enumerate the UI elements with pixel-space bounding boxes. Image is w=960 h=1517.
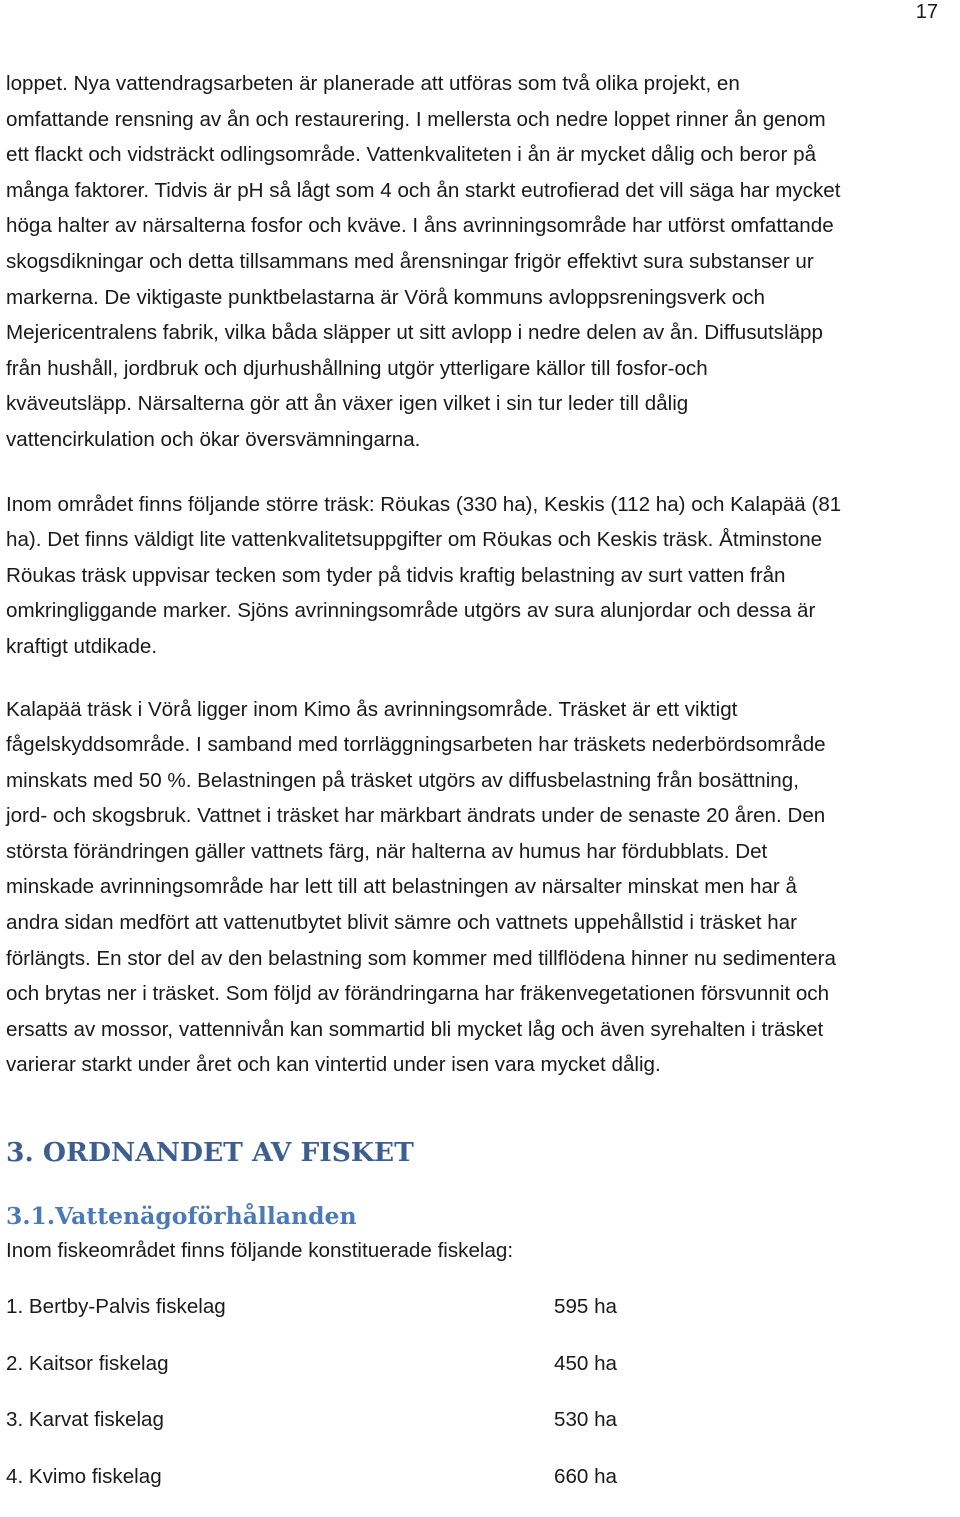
paragraph-kalapaa bbox=[6, 692, 956, 1084]
paragraph-lakes bbox=[6, 487, 956, 665]
text-line: markerna. De viktigaste punktbelastarna är Vörå kommuns avloppsreningsverk och bbox=[6, 285, 765, 309]
section-heading: 3. ORDNANDET AV FISKET bbox=[6, 1137, 414, 1168]
text-line: Mejericentralens fabrik, vilka båda släpper ut sitt avlopp i nedre delen av ån. Diffusutsläpp bbox=[6, 321, 823, 345]
document-body bbox=[6, 66, 956, 1489]
text-line: vattencirkulation och ökar översvämningarna. bbox=[6, 427, 421, 451]
text-line: fågelskyddsområde. I samband med torrläggningsarbeten har träskets nederbördsområde bbox=[6, 733, 826, 757]
text-line: Inom området finns följande större träsk: Röukas (330 ha), Keskis (112 ha) och Kalapää (81 bbox=[6, 492, 842, 516]
fiskelag-area: 450 ha bbox=[554, 1351, 617, 1375]
text-line: omfattande rensning av ån och restaurering. I mellersta och nedre loppet rinner ån genom bbox=[6, 107, 826, 131]
fiskelag-name: 2. Kaitsor fiskelag bbox=[6, 1351, 169, 1375]
text-line: jord- och skogsbruk. Vattnet i träsket har märkbart ändrats under de senaste 20 åren. Den bbox=[6, 804, 826, 828]
text-line: skogsdikningar och detta tillsammans med årensningar frigör effektivt sura substanser ur bbox=[6, 249, 814, 273]
paragraph-river-description bbox=[6, 66, 956, 458]
text-line: minskade avrinningsområde har lett till att belastningen av närsalter minskat men har å bbox=[6, 875, 797, 899]
text-line: Röukas träsk uppvisar tecken som tyder på tidvis kraftig belastning av surt vatten från bbox=[6, 563, 786, 587]
text-line: kväveutsläpp. Närsalterna gör att ån växer igen vilket i sin tur leder till dålig bbox=[6, 392, 689, 416]
text-line: förlängts. En stor del av den belastning som kommer med tillflödena hinner nu sedimentera bbox=[6, 946, 836, 970]
text-line: varierar starkt under året och kan vintertid under isen vara mycket dålig. bbox=[6, 1053, 661, 1077]
fiskelag-intro: Inom fiskeområdet finns följande konstituerade fiskelag: bbox=[6, 1239, 514, 1262]
text-line: och brytas ner i träsket. Som följd av förändringarna har fräkenvegetationen försvunnit och bbox=[6, 982, 830, 1006]
text-line: Kalapää träsk i Vörå ligger inom Kimo ås avrinningsområde. Träsket är ett viktigt bbox=[6, 697, 738, 721]
subsection-heading: 3.1.Vattenägoförhållanden bbox=[6, 1202, 357, 1230]
fiskelag-name: 1. Bertby-Palvis fiskelag bbox=[6, 1295, 226, 1318]
text-line: minskats med 50 %. Belastningen på träsket utgörs av diffusbelastning från bosättning, bbox=[6, 768, 799, 792]
text-line: ett flackt och vidsträckt odlingsområde. Vattenkvaliteten i ån är mycket dålig och beror på bbox=[6, 143, 817, 167]
fiskelag-area: 595 ha bbox=[554, 1295, 617, 1318]
fiskelag-area: 530 ha bbox=[554, 1408, 617, 1432]
text-line: största förändringen gäller vattnets färg, när halterna av humus har fördubblats. Det bbox=[6, 839, 768, 863]
text-line: höga halter av närsalterna fosfor och kväve. I åns avrinningsområde har utförst omfattande bbox=[6, 214, 834, 238]
fiskelag-name: 4. Kvimo fiskelag bbox=[6, 1465, 162, 1489]
text-line: omkringliggande marker. Sjöns avrinningsområde utgörs av sura alunjordar och dessa är bbox=[6, 599, 816, 623]
text-line: andra sidan medfört att vattenutbytet blivit sämre och vattnets uppehållstid i träsket har bbox=[6, 911, 797, 935]
page-number: 17 bbox=[915, 1, 938, 23]
fiskelag-name: 3. Karvat fiskelag bbox=[6, 1408, 164, 1432]
text-line: ersatts av mossor, vattennivån kan sommartid bli mycket låg och även syrehalten i träsket bbox=[6, 1017, 824, 1041]
text-line: loppet. Nya vattendragsarbeten är planerade att utföras som två olika projekt, en bbox=[6, 72, 740, 95]
text-line: många faktorer. Tidvis är pH så lågt som 4 och ån starkt eutrofierad det vill säga har mycket bbox=[6, 178, 841, 202]
fiskelag-area: 660 ha bbox=[554, 1465, 617, 1489]
text-line: kraftigt utdikade. bbox=[6, 634, 158, 658]
text-line: från hushåll, jordbruk och djurhushållning utgör ytterligare källor till fosfor-och bbox=[6, 356, 708, 380]
text-line: ha). Det finns väldigt lite vattenkvalitetsuppgifter om Röukas och Keskis träsk. Åtminstone bbox=[6, 528, 823, 552]
